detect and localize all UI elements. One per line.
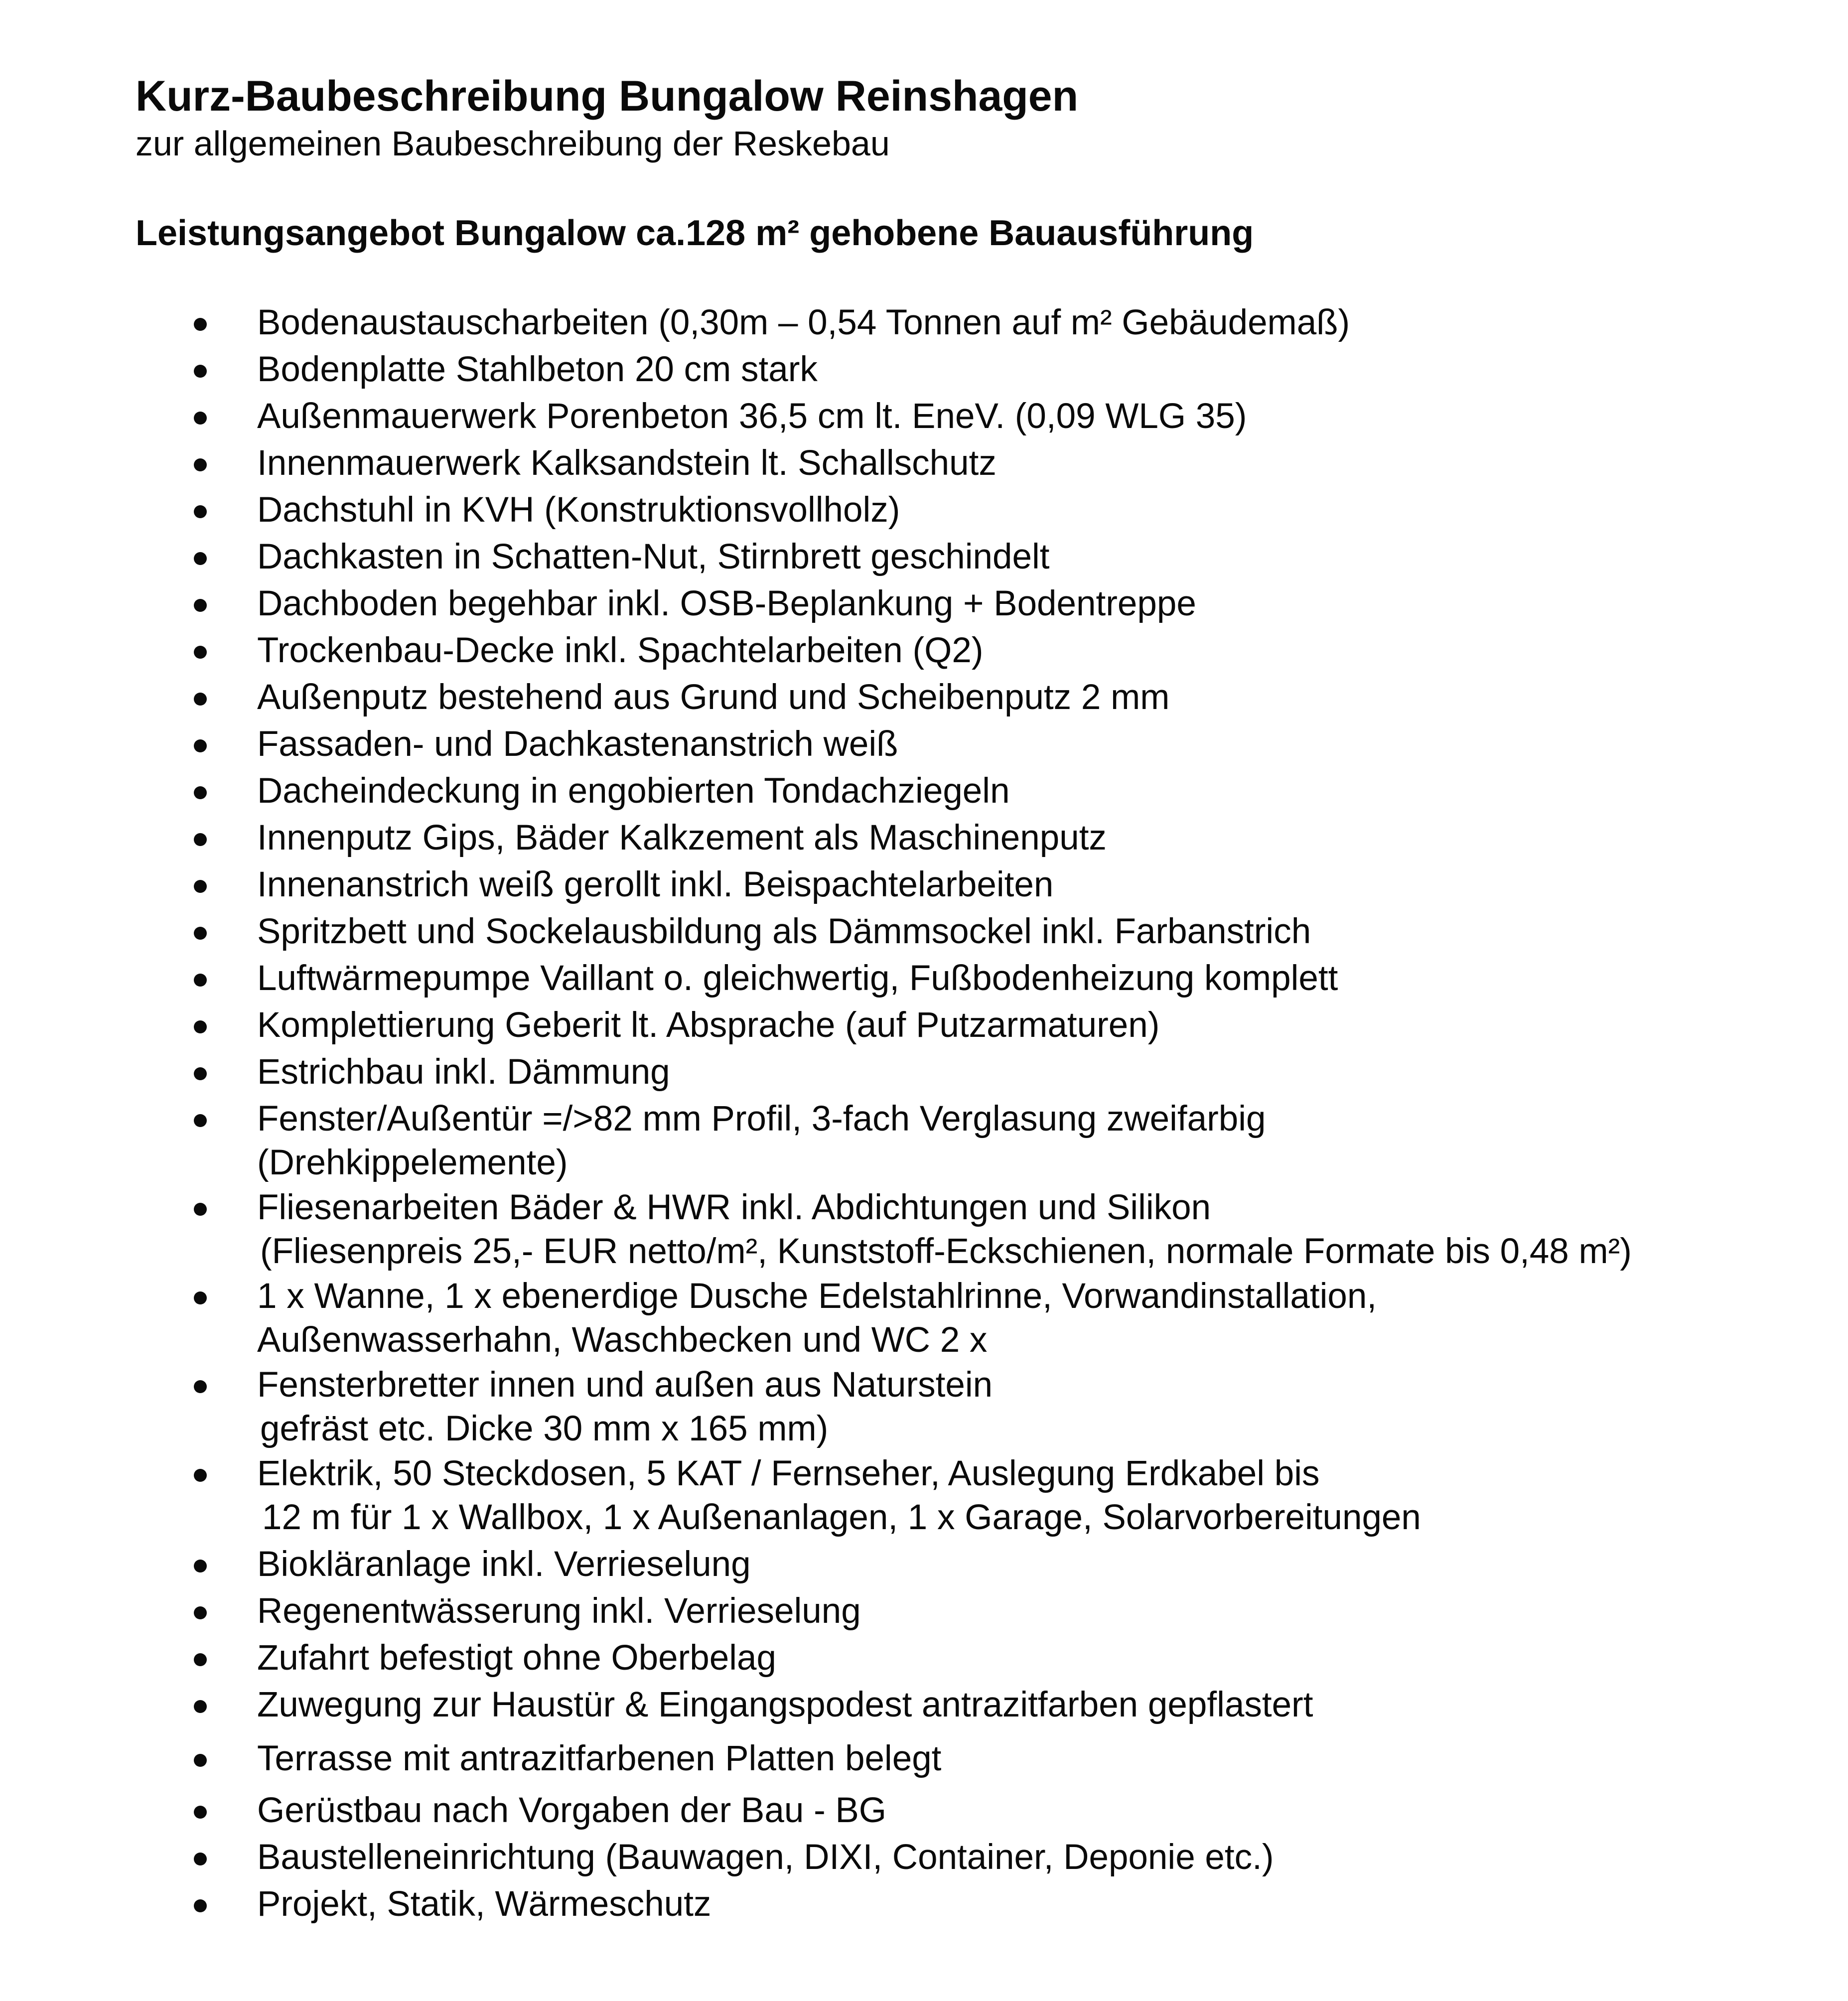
list-item-text: 1 x Wanne, 1 x ebenerdige Dusche Edelstahlrinne, Vorwandinstallation,	[257, 1277, 1377, 1316]
bullet-icon	[194, 1754, 207, 1767]
list-item-text: Regenentwässerung inkl. Verrieselung	[257, 1591, 861, 1631]
bullet-icon	[194, 739, 207, 752]
list-item-text: Dachstuhl in KVH (Konstruktionsvollholz)	[257, 490, 900, 530]
list-item-text-continued: gefräst etc. Dicke 30 mm x 165 mm)	[260, 1409, 829, 1448]
list-item-text: Spritzbett und Sockelausbildung als Dämmsockel inkl. Farbanstrich	[257, 912, 1311, 951]
bullet-icon	[194, 880, 207, 893]
list-item-text-continued: (Fliesenpreis 25,- EUR netto/m², Kunststoff-Eckschienen, normale Formate bis 0,48 m²)	[260, 1232, 1632, 1271]
bullet-icon	[194, 1114, 207, 1127]
list-item-text: Estrichbau inkl. Dämmung	[257, 1052, 670, 1092]
bullet-icon	[194, 1606, 207, 1619]
list-item-text: Zufahrt befestigt ohne Oberbelag	[257, 1638, 777, 1678]
list-item-text: Baustelleneinrichtung (Bauwagen, DIXI, Container, Deponie etc.)	[257, 1838, 1274, 1877]
list-item-text: Dachkasten in Schatten-Nut, Stirnbrett geschindelt	[257, 537, 1050, 576]
bullet-icon	[194, 646, 207, 659]
list-item-text: Fensterbretter innen und außen aus Naturstein	[257, 1365, 993, 1405]
bullet-icon	[194, 1806, 207, 1819]
list-item-text: Fenster/Außentür =/>82 mm Profil, 3-fach Verglasung zweifarbig	[257, 1099, 1266, 1139]
bullet-icon	[194, 458, 207, 471]
list-item-text: Innenputz Gips, Bäder Kalkzement als Maschinenputz	[257, 818, 1107, 858]
list-item-text-continued: Außenwasserhahn, Waschbecken und WC 2 x	[257, 1320, 988, 1360]
list-item-text: Bodenaustauscharbeiten (0,30m – 0,54 Tonnen auf m² Gebäudemaß)	[257, 303, 1350, 342]
list-item-text: Dachboden begehbar inkl. OSB-Beplankung + Bodentreppe	[257, 584, 1196, 623]
bullet-icon	[194, 599, 207, 612]
bullet-icon	[194, 974, 207, 987]
list-item-text: Gerüstbau nach Vorgaben der Bau - BG	[257, 1791, 887, 1830]
list-item-text: Fassaden- und Dachkastenanstrich weiß	[257, 724, 898, 764]
bullet-icon	[194, 505, 207, 518]
bullet-icon	[194, 1067, 207, 1080]
bullet-icon	[194, 927, 207, 940]
list-item-text: Komplettierung Geberit lt. Absprache (auf Putzarmaturen)	[257, 1005, 1160, 1045]
list-item-text-continued: 12 m für 1 x Wallbox, 1 x Außenanlagen, 1 x Garage, Solarvorbereitungen	[262, 1498, 1421, 1537]
bullet-icon	[194, 1853, 207, 1865]
list-item-text: Projekt, Statik, Wärmeschutz	[257, 1884, 711, 1924]
document-title: Kurz-Baubeschreibung Bungalow Reinshagen	[136, 72, 1079, 120]
list-item-text: Bodenplatte Stahlbeton 20 cm stark	[257, 350, 818, 389]
bullet-icon	[194, 1653, 207, 1666]
bullet-icon	[194, 833, 207, 846]
offer-heading: Leistungsangebot Bungalow ca.128 m² gehobene Bauausführung	[136, 213, 1254, 253]
bullet-icon	[194, 1700, 207, 1713]
list-item-text: Elektrik, 50 Steckdosen, 5 KAT / Fernseher, Auslegung Erdkabel bis	[257, 1454, 1320, 1493]
bullet-icon	[194, 1203, 207, 1216]
list-item-text: Fliesenarbeiten Bäder & HWR inkl. Abdichtungen und Silikon	[257, 1188, 1211, 1227]
bullet-icon	[194, 318, 207, 331]
bullet-icon	[194, 1899, 207, 1912]
document-subtitle: zur allgemeinen Baubeschreibung der Reskebau	[136, 124, 890, 163]
list-item-text: Innenmauerwerk Kalksandstein lt. Schallschutz	[257, 443, 996, 483]
list-item-text: Luftwärmepumpe Vaillant o. gleichwertig, Fußbodenheizung komplett	[257, 959, 1338, 998]
bullet-icon	[194, 693, 207, 706]
bullet-icon	[194, 1380, 207, 1393]
list-item-text: Dacheindeckung in engobierten Tondachziegeln	[257, 771, 1010, 811]
list-item-text-continued: (Drehkippelemente)	[257, 1143, 568, 1182]
bullet-icon	[194, 412, 207, 425]
list-item-text: Zuwegung zur Haustür & Eingangspodest antrazitfarben gepflastert	[257, 1685, 1313, 1724]
bullet-icon	[194, 1291, 207, 1304]
list-item-text: Außenputz bestehend aus Grund und Scheibenputz 2 mm	[257, 678, 1170, 717]
list-item-text: Biokläranlage inkl. Verrieselung	[257, 1545, 751, 1584]
list-item-text: Außenmauerwerk Porenbeton 36,5 cm lt. EneV. (0,09 WLG 35)	[257, 397, 1247, 436]
bullet-icon	[194, 365, 207, 378]
list-item-text: Trockenbau-Decke inkl. Spachtelarbeiten (Q2)	[257, 631, 984, 670]
bullet-icon	[194, 1469, 207, 1482]
bullet-icon	[194, 1020, 207, 1033]
bullet-icon	[194, 552, 207, 565]
bullet-icon	[194, 1560, 207, 1572]
list-item-text: Terrasse mit antrazitfarbenen Platten belegt	[257, 1739, 942, 1778]
list-item-text: Innenanstrich weiß gerollt inkl. Beispachtelarbeiten	[257, 865, 1054, 904]
bullet-icon	[194, 786, 207, 799]
